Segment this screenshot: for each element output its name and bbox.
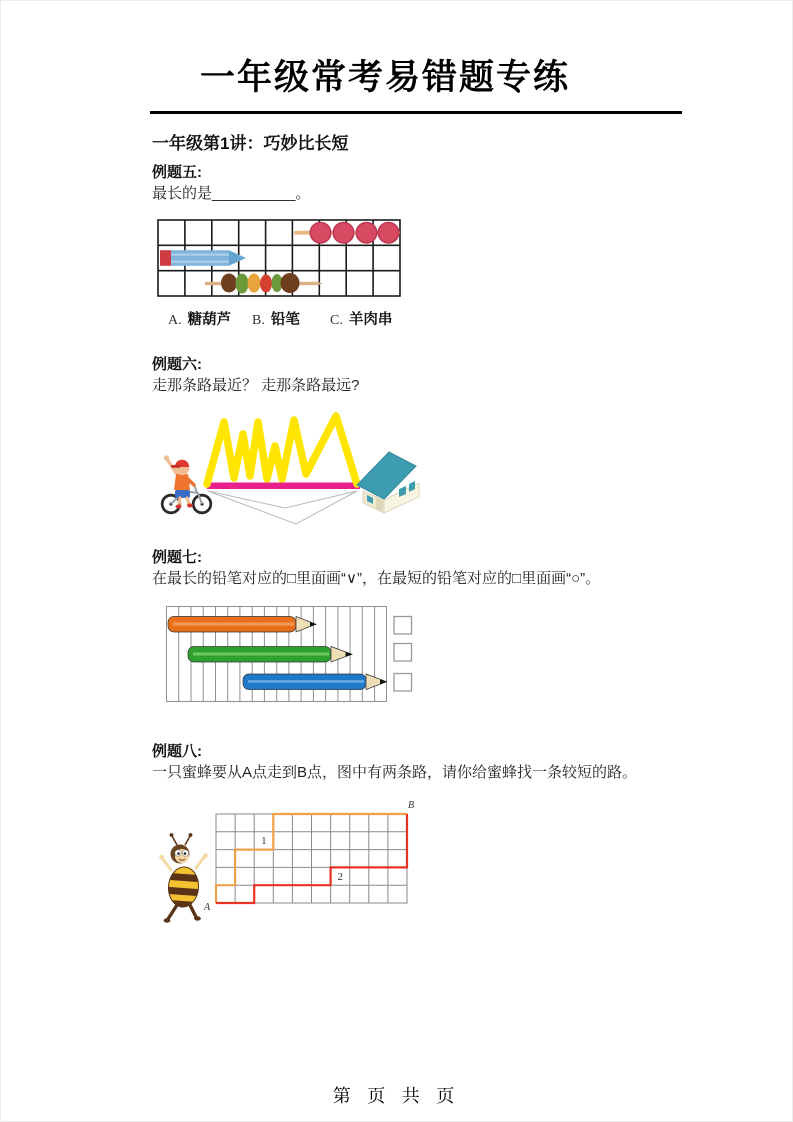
example5-figure [157, 219, 403, 297]
candied-haws-icon [294, 223, 400, 243]
orange-pencil-icon [168, 617, 317, 633]
example8-heading: 例题八: [152, 743, 202, 760]
checkbox-3[interactable] [394, 674, 412, 692]
example6-figure [153, 405, 425, 525]
option-c-label: 羊肉串 [348, 312, 393, 328]
option-a-letter: A. [168, 313, 182, 328]
option-a[interactable] [168, 308, 231, 329]
checkbox-1[interactable] [394, 617, 412, 635]
option-c-letter: C. [330, 313, 343, 328]
bee-icon [159, 833, 208, 923]
path-1-label: 1 [261, 835, 267, 847]
option-c[interactable] [330, 308, 392, 329]
example7-heading: 例题七: [152, 549, 202, 566]
option-b-label: 铅笔 [270, 312, 300, 328]
example8-question: 一只蜜蜂要从A点走到B点，图中有两条路，请你给蜜蜂找一条较短的路。 [152, 764, 638, 781]
option-a-label: 糖葫芦 [187, 312, 232, 328]
blue-pencil-icon [243, 674, 387, 690]
house-icon [357, 452, 422, 513]
option-b[interactable] [252, 308, 300, 329]
option-b-letter: B. [252, 313, 265, 328]
example6-question: 走那条路最近？ 走那条路最远? [152, 377, 360, 394]
footer-page-number: 第 页 共 页 [332, 1086, 461, 1106]
example5-question: 最长的是__________。 [152, 185, 311, 202]
pink-straight-path [207, 483, 360, 490]
lamb-skewer-icon [205, 273, 323, 294]
checkbox-2[interactable] [394, 644, 412, 662]
example7-figure [166, 604, 416, 704]
example7-question: 在最长的铅笔对应的□里面画“∨”，在最短的铅笔对应的□里面画“○”。 [152, 570, 601, 587]
page-title: 一年级常考易错题专练 [199, 58, 570, 97]
example5-heading: 例题五: [152, 164, 202, 181]
grid-10x5 [216, 814, 407, 903]
point-b-label: B [407, 800, 415, 811]
example6-heading: 例题六: [152, 356, 202, 373]
title-divider [150, 111, 682, 114]
section-heading: 一年级第1讲：巧妙比长短 [152, 134, 349, 153]
blue-pencil-icon [160, 250, 246, 266]
path-2-label: 2 [337, 871, 343, 883]
white-v-path [208, 491, 357, 524]
point-a-label: A [203, 902, 211, 913]
green-pencil-icon [188, 647, 353, 663]
example8-figure [153, 795, 425, 933]
example5-options [152, 308, 572, 332]
yellow-zigzag-path [207, 416, 357, 484]
